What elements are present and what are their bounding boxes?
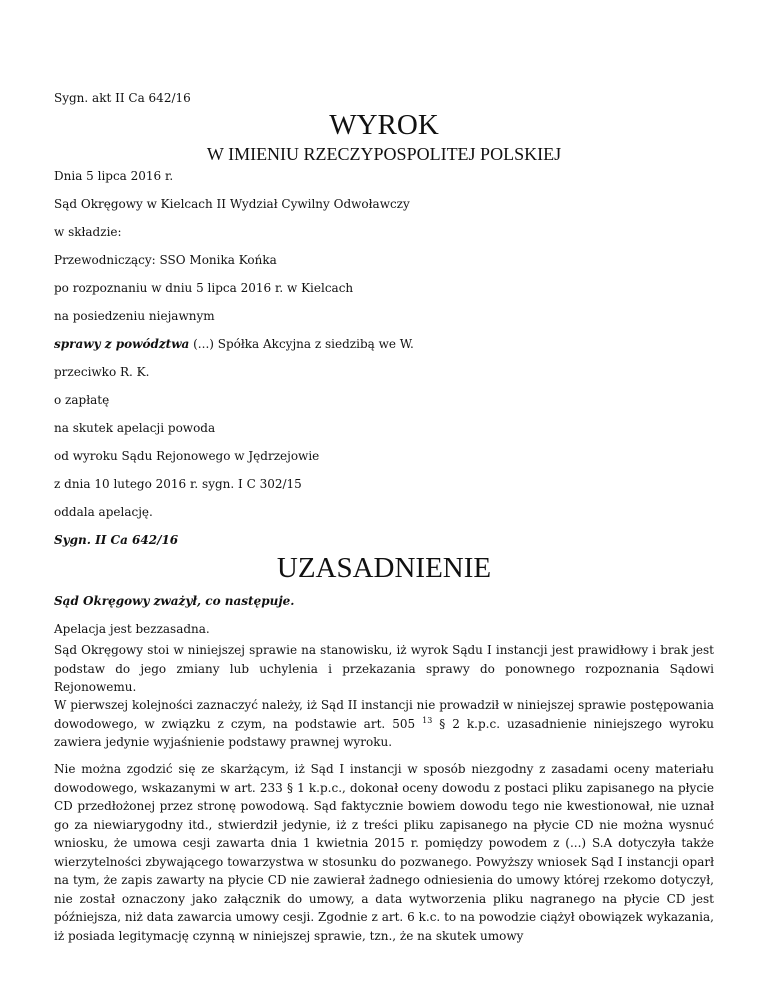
case-label: sprawy z powództwa: [54, 337, 190, 351]
paragraph-3-part-a: W pierwszej kolejności zaznaczyć należy, iż Sąd II instancji nie prowadził w niniejszej sprawie postępowania dowodowego, w związku z czym, na podstawie art. 505: [54, 698, 714, 731]
case-party: (...) Spółka Akcyjna z siedzibą we W.: [189, 337, 414, 351]
session-line: na posiedzeniu niejawnym: [54, 309, 215, 323]
lower-court-line: od wyroku Sądu Rejonowego w Jędrzejowie: [54, 449, 320, 463]
paragraph-4: Nie można zgodzić się ze skarżącym, iż Sąd I instancji w sposób niezgodny z zasadami oceny materiału dowodowego, wskazanymi w art. 233 § 1 k.p.c., dokonał oceny dowodu z postaci pliku zapisanego na płycie CD przedłożonej przez stronę powodową. Sąd faktycznie bowiem dowodu tego nie kwestionował, nie uznał go za niewiarygodny itd., stwierdził jedynie, iż z treści pliku zapisanego na płycie CD nie można wysnuć wniosku, że umowa cesji zawarta dnia 1 kwietnia 2015 r. pomiędzy powodem z (...) S.A dotyczyła także wierzytelności zbywającego towarzystwa w stosunku do pozwanego. Powyższy wniosek Sąd I instancji oparł na tym, że zapis zawarty na płycie CD nie zawierał żadnego odniesienia do umowy której rzekomo dotyczył, nie został oznaczony jako załącznik do umowy, a data wytworzenia pliku nagranego na płycie CD jest późniejsza, niż data zawarcia umowy cesji. Zgodnie z art. 6 k.c. to na powodzie ciążył obowiązek wykazania, iż posiada legitymację czynną w niniejszej sprawie, tzn., że na skutek umowy: [54, 762, 714, 943]
page-title: WYROK: [329, 109, 439, 141]
lower-judgment-date: z dnia 10 lutego 2016 r. sygn. I C 302/15: [54, 477, 302, 491]
paragraph-1: Apelacja jest bezzasadna.: [54, 622, 210, 636]
court-considered: Sąd Okręgowy zważył, co następuje.: [54, 594, 295, 608]
subject-line: o zapłatę: [54, 393, 110, 407]
against-line: przeciwko R. K.: [54, 365, 150, 379]
case-number-second: Sygn. II Ca 642/16: [54, 533, 179, 547]
paragraph-3: [54, 696, 714, 752]
case-line: [54, 336, 414, 352]
presiding-judge: Przewodniczący: SSO Monika Końka: [54, 253, 277, 267]
paragraph-3-part-b: § 2 k.p.c. uzasadnienie niniejszego wyroku zawiera jedynie wyjaśnienie podstawy prawnej wyroku.: [54, 716, 714, 749]
justification-title: UZASADNIENIE: [276, 552, 492, 584]
court-line: Sąd Okręgowy w Kielcach II Wydział Cywilny Odwoławczy: [54, 197, 410, 211]
page-subtitle: W IMIENIU RZECZYPOSPOLITEJ POLSKIEJ: [206, 144, 562, 164]
date-line: Dnia 5 lipca 2016 r.: [54, 169, 174, 183]
paragraph-2: Sąd Okręgowy stoi w niniejszej sprawie na stanowisku, iż wyrok Sądu I instancji jest prawidłowy i brak jest podstaw do jego zmiany lub uchylenia i przekazania sprawy do ponownego rozpoznania Sądowi Rejonowemu.: [54, 643, 714, 694]
superscript-13: 13: [422, 715, 433, 725]
composition-line: w składzie:: [54, 225, 122, 239]
case-number: Sygn. akt II Ca 642/16: [54, 91, 191, 105]
ruling-line: oddala apelację.: [54, 505, 153, 519]
hearing-line: po rozpoznaniu w dniu 5 lipca 2016 r. w Kielcach: [54, 281, 354, 295]
appeal-line: na skutek apelacji powoda: [54, 421, 216, 435]
